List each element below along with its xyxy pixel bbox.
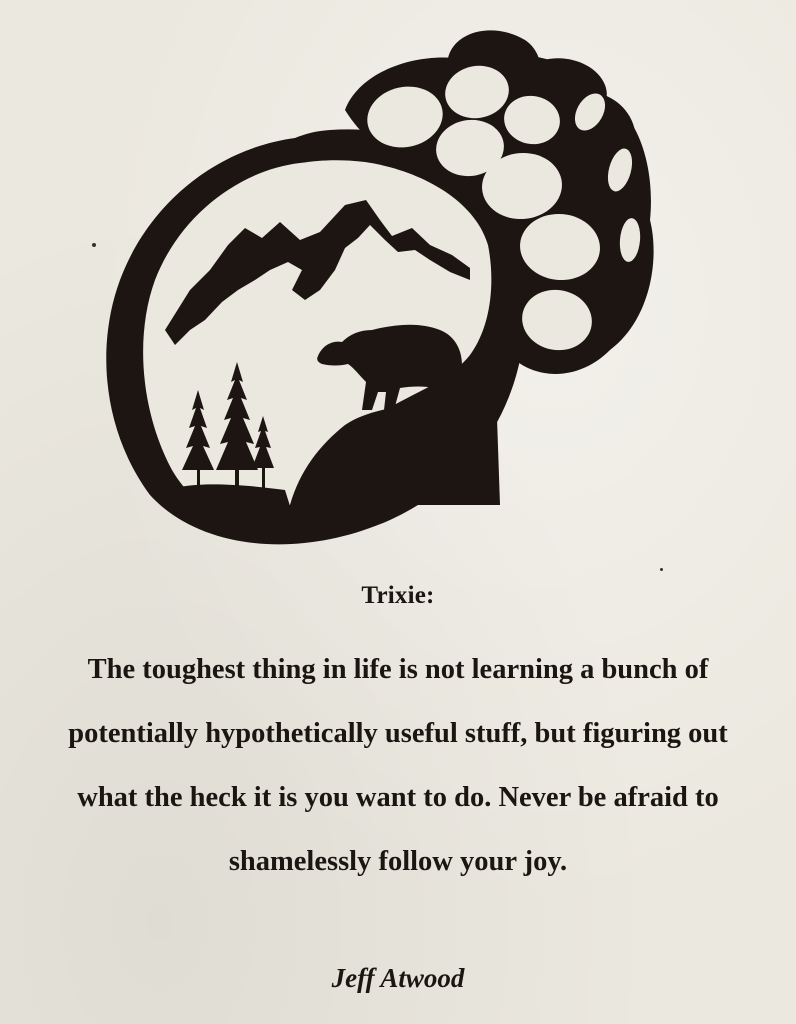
paper-speck xyxy=(660,568,663,571)
quote-line: what the heck it is you want to do. Never be afraid to xyxy=(77,782,719,813)
quote-text xyxy=(30,638,766,894)
quote-line: shamelessly follow your joy. xyxy=(228,846,568,877)
bear-paw-illustration xyxy=(95,20,665,565)
quote-line: potentially hypothetically useful stuff, but figuring out xyxy=(68,718,728,749)
quote-line: The toughest thing in life is not learning a bunch of xyxy=(87,654,709,685)
addressee-heading: Trixie: xyxy=(361,582,435,609)
author-signature: Jeff Atwood xyxy=(331,963,465,993)
